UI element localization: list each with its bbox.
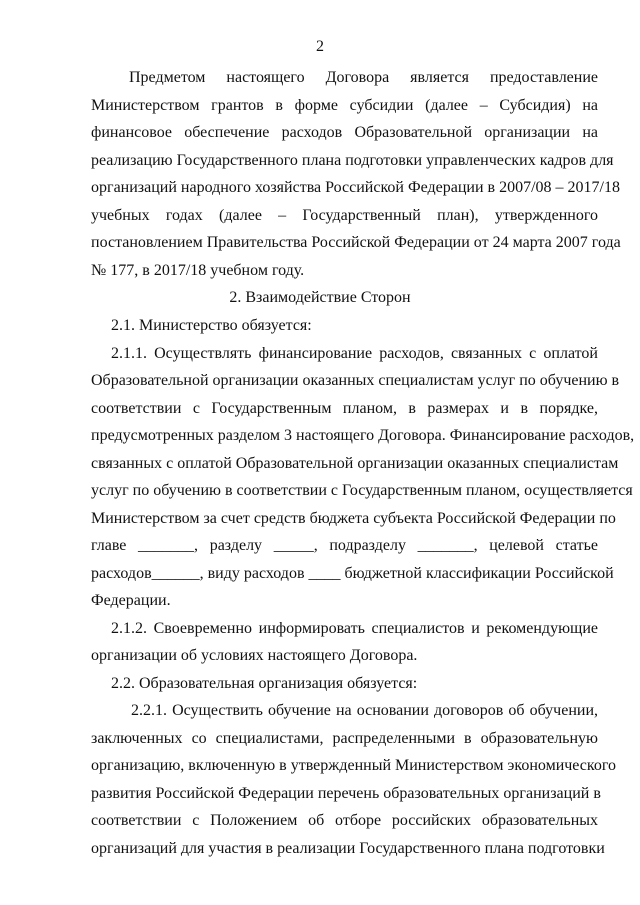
paragraph-line: главе _______, разделу _____, подразделу _______, целевой статье: [91, 537, 598, 554]
paragraph-line: постановлением Правительства Российской Федерации от 24 марта 2007 года: [91, 234, 621, 251]
paragraph-line: организаций народного хозяйства Российской Федерации в 2007/08 – 2017/18: [91, 179, 620, 196]
clause-heading: 2.2. Образовательная организация обязуется:: [111, 675, 418, 692]
paragraph-line: организацию, включенную в утвержденный Министерством экономического: [91, 757, 617, 774]
paragraph-line: финансовое обеспечение расходов Образовательной организации на: [91, 124, 598, 141]
clause-heading: 2.1. Министерство обязуется:: [111, 317, 312, 334]
paragraph-line: соответствии с Положением об отборе российских образовательных: [91, 812, 598, 829]
section-heading: 2. Взаимодействие Сторон: [229, 289, 411, 306]
paragraph-line: услуг по обучению в соответствии с Государственным планом, осуществляется: [91, 482, 633, 499]
paragraph-line: организаций для участия в реализации Государственного плана подготовки: [91, 840, 605, 857]
paragraph-line: 2.1.1. Осуществлять финансирование расходов, связанных с оплатой: [111, 345, 598, 362]
paragraph-line: реализацию Государственного плана подготовки управленческих кадров для: [91, 152, 614, 169]
paragraph-line: заключенных со специалистами, распределенными в образовательную: [91, 730, 598, 747]
paragraph-line: 2.1.2. Своевременно информировать специалистов и рекомендующие: [111, 620, 598, 637]
paragraph-line: Предметом настоящего Договора является предоставление: [129, 69, 598, 86]
paragraph-line: развития Российской Федерации перечень образовательных организаций в: [91, 785, 601, 802]
paragraph-line: расходов______, виду расходов ____ бюджетной классификации Российской: [91, 565, 614, 582]
paragraph-line: соответствии с Государственным планом, в размерах и в порядке,: [91, 400, 598, 417]
paragraph-line: 2.2.1. Осуществить обучение на основании договоров об обучении,: [131, 702, 598, 719]
paragraph-line: Федерации.: [91, 592, 171, 609]
paragraph-line: Министерством за счет средств бюджета субъекта Российской Федерации по: [91, 510, 616, 527]
page-number: 2: [316, 38, 324, 55]
paragraph-line: Министерством грантов в форме субсидии (далее – Субсидия) на: [91, 97, 598, 114]
paragraph-line: предусмотренных разделом 3 настоящего Договора. Финансирование расходов,: [91, 427, 635, 444]
paragraph-line: организации об условиях настоящего Договора.: [91, 647, 418, 664]
paragraph-line: Образовательной организации оказанных специалистам услуг по обучению в: [91, 372, 620, 389]
paragraph-line: связанных с оплатой Образовательной организации оказанных специалистам: [91, 455, 619, 472]
paragraph-line: № 177, в 2017/18 учебном году.: [91, 262, 305, 279]
paragraph-line: учебных годах (далее – Государственный план), утвержденного: [91, 207, 598, 224]
